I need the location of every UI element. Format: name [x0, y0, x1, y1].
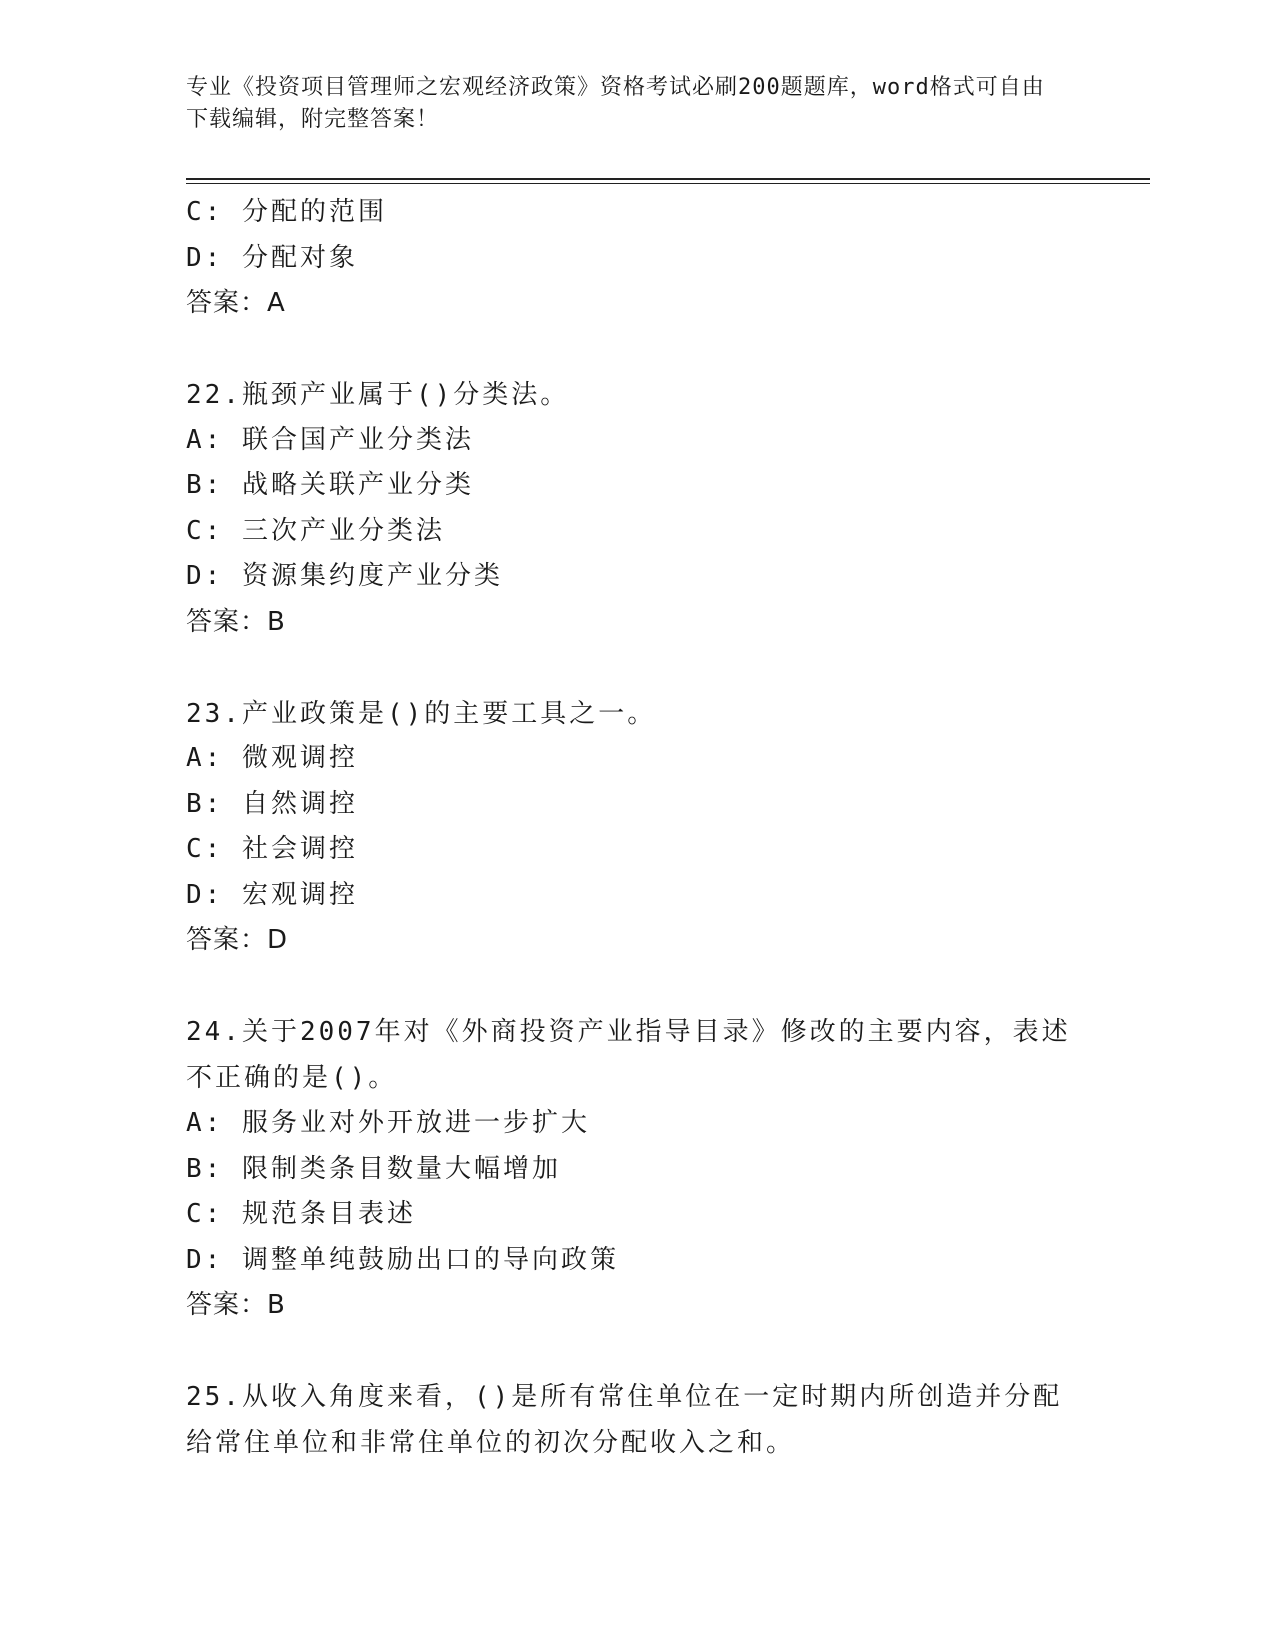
header-rule-thick [186, 178, 1150, 180]
option-label: B: [186, 1153, 224, 1184]
option-text: 自然调控 [241, 788, 358, 819]
option-text: 分配对象 [241, 242, 358, 273]
option-label: C: [186, 834, 224, 864]
option-text: 分配的范围 [241, 197, 387, 227]
option-c [186, 1192, 1086, 1238]
option-b [186, 1147, 1086, 1193]
option-label: A: [186, 424, 224, 455]
option-c [186, 509, 1086, 555]
answer-line: 答案：D [186, 925, 289, 955]
question-stem: 22.瓶颈产业属于()分类法。 [186, 380, 570, 410]
option-label: C: [186, 1199, 224, 1229]
spacer [186, 964, 1086, 1010]
option-label: D: [186, 879, 224, 910]
document-header: 专业《投资项目管理师之宏观经济政策》资格考试必刷200题题库，word格式可自由下载编辑，附完整答案！ [186, 75, 1045, 132]
option-label: C: [186, 197, 224, 227]
option-text: 战略关联产业分类 [241, 470, 474, 500]
option-d [186, 873, 1086, 919]
option-text: 限制类条目数量大幅增加 [241, 1153, 561, 1184]
option-text: 宏观调控 [241, 879, 358, 910]
option-c [186, 827, 1086, 873]
answer-line: 答案：A [186, 288, 286, 318]
question-24 [186, 1009, 1086, 1329]
option-label: B: [186, 470, 224, 500]
option-label: C: [186, 515, 224, 546]
option-text: 资源集约度产业分类 [241, 561, 503, 591]
option-label: B: [186, 788, 224, 819]
option-label: A: [186, 743, 224, 773]
spacer [186, 1329, 1086, 1375]
option-text: 规范条目表述 [241, 1199, 416, 1229]
question-list [186, 190, 1086, 1466]
option-text: 三次产业分类法 [241, 515, 445, 546]
option-d [186, 554, 1086, 600]
question-stem: 23.产业政策是()的主要工具之一。 [186, 698, 657, 729]
option-text: 社会调控 [241, 834, 358, 864]
option-text: 服务业对外开放进一步扩大 [241, 1108, 590, 1138]
question-23 [186, 691, 1086, 964]
option-d [186, 1238, 1086, 1284]
option-label: D: [186, 561, 224, 591]
option-b [186, 782, 1086, 828]
option-text: 调整单纯鼓励出口的导向政策 [241, 1244, 619, 1275]
option-a [186, 736, 1086, 782]
answer-line: 答案：B [186, 606, 286, 637]
header-rule-thin [186, 183, 1150, 184]
question-22 [186, 372, 1086, 645]
question-stem: 24.关于2007年对《外商投资产业指导目录》修改的主要内容，表述不正确的是()。 [186, 1017, 1071, 1093]
option-b [186, 463, 1086, 509]
option-label: A: [186, 1108, 224, 1138]
option-d [186, 236, 1086, 282]
option-a [186, 1101, 1086, 1147]
option-text: 联合国产业分类法 [241, 424, 474, 455]
spacer [186, 327, 1086, 373]
question-25 [186, 1374, 1086, 1466]
question-stem: 25.从收入角度来看，()是所有常住单位在一定时期内所创造并分配给常住单位和非常住单位的初次分配收入之和。 [186, 1382, 1063, 1458]
option-label: D: [186, 1244, 224, 1275]
option-text: 微观调控 [241, 743, 358, 773]
option-c [186, 190, 1086, 236]
option-label: D: [186, 242, 224, 273]
option-a [186, 418, 1086, 464]
answer-line: 答案：B [186, 1290, 286, 1320]
spacer [186, 645, 1086, 691]
